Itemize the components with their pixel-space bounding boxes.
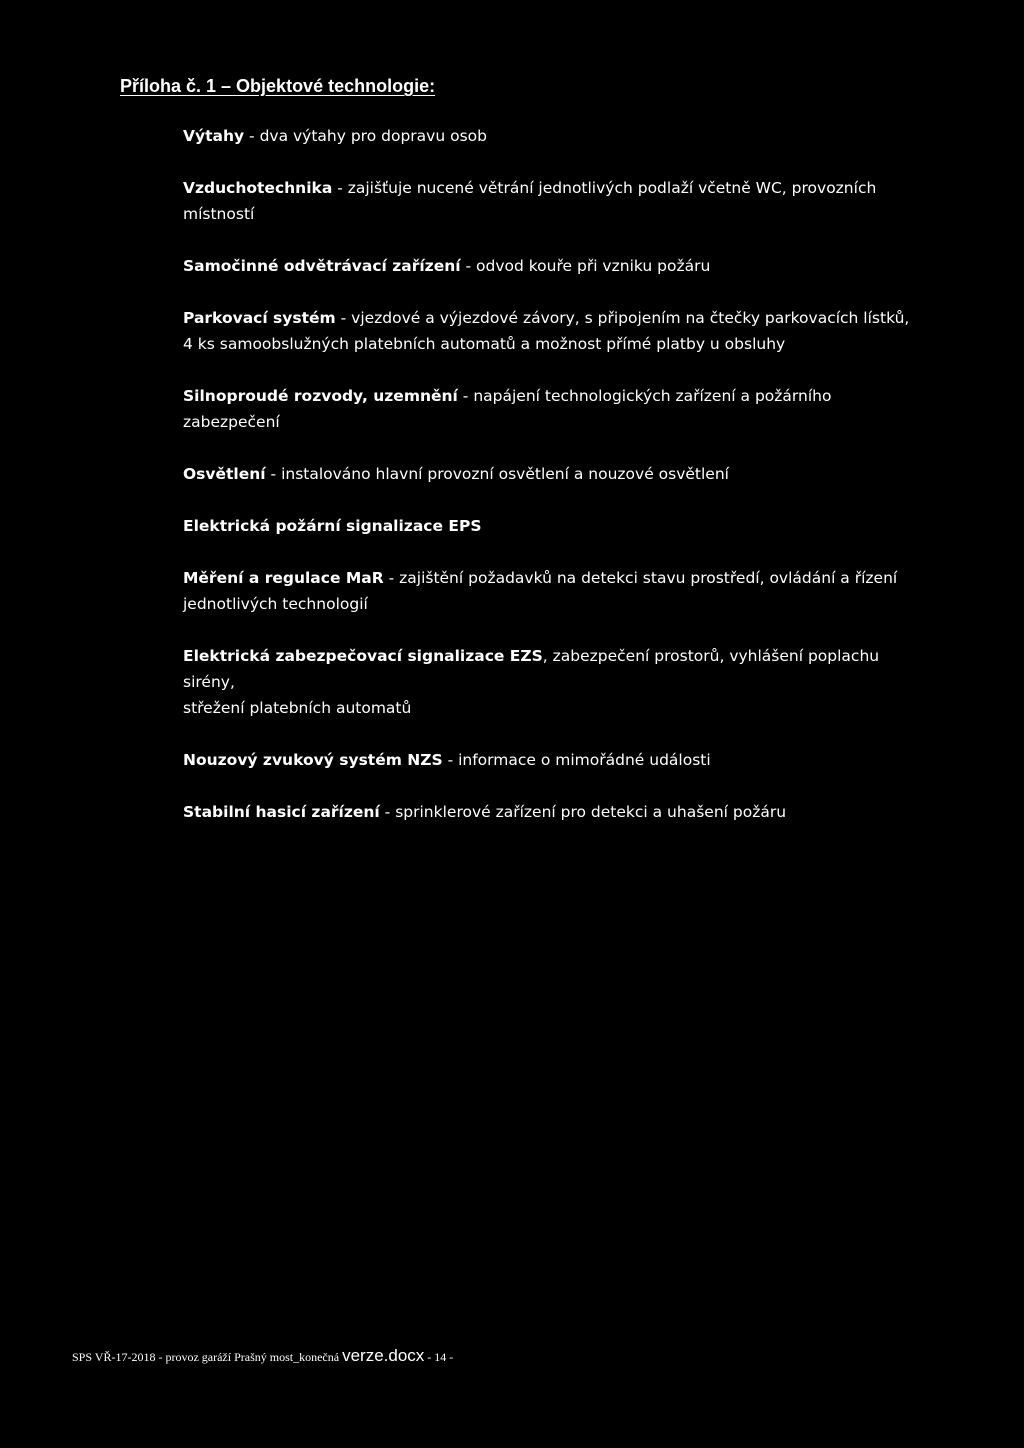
list-item — [183, 123, 913, 149]
item-separator: - — [379, 803, 396, 821]
list-item — [183, 175, 913, 227]
item-description: zajištění požadavků na detekci stavu prostředí, ovládání a řízení jednotlivých technologií — [183, 569, 898, 613]
item-separator: , — [542, 647, 553, 665]
item-separator: - — [335, 309, 352, 327]
item-description: napájení technologických zařízení a požárního zabezpečení — [183, 387, 832, 431]
item-description: instalováno hlavní provozní osvětlení a nouzové osvětlení — [281, 465, 729, 483]
item-description: vjezdové a výjezdové závory, s připojením na čtečky parkovacích lístků, 4 ks samoobslužných platebních automatů a možnost přímé platby u obsluhy — [183, 309, 910, 353]
item-separator: - — [460, 257, 477, 275]
item-term: Parkovací systém — [183, 309, 336, 327]
list-item — [183, 305, 913, 357]
item-separator: - — [383, 569, 400, 587]
item-term: Samočinné odvětrávací zařízení — [183, 257, 461, 275]
list-item — [183, 513, 913, 539]
item-term: Elektrická zabezpečovací signalizace EZS — [183, 647, 543, 665]
item-separator: - — [265, 465, 282, 483]
item-description-continued: střežení platebních automatů — [183, 699, 412, 717]
list-item — [183, 461, 913, 487]
item-description: informace o mimořádné události — [458, 751, 711, 769]
item-separator: - — [244, 127, 260, 145]
technology-list — [183, 123, 913, 851]
footer-document-name: SPS VŘ-17-2018 - provoz garáží Prašný most_konečná — [72, 1350, 343, 1364]
footer-file-extension: verze.docx — [342, 1346, 425, 1365]
list-item — [183, 799, 913, 825]
list-item — [183, 565, 913, 617]
item-term: Vzduchotechnika — [183, 179, 333, 197]
item-separator: - — [332, 179, 348, 197]
item-description: sprinklerové zařízení pro detekci a uhašení požáru — [395, 803, 787, 821]
item-term: Osvětlení — [183, 465, 266, 483]
page-footer — [72, 1346, 453, 1366]
list-item — [183, 643, 913, 721]
list-item — [183, 383, 913, 435]
item-term: Stabilní hasicí zařízení — [183, 803, 380, 821]
item-description: zajišťuje nucené větrání jednotlivých podlaží včetně WC, provozních místností — [183, 179, 877, 223]
item-description: zabezpečení prostorů, vyhlášení poplachu sirény, — [183, 647, 880, 691]
list-item — [183, 253, 913, 279]
item-description: dva výtahy pro dopravu osob — [259, 127, 487, 145]
item-term: Elektrická požární signalizace EPS — [183, 517, 482, 535]
item-term: Nouzový zvukový systém NZS — [183, 751, 443, 769]
item-term: Výtahy — [183, 127, 245, 145]
item-term: Silnoproudé rozvody, uzemnění — [183, 387, 458, 405]
item-separator: - — [442, 751, 459, 769]
page-title: Příloha č. 1 – Objektové technologie: — [120, 76, 436, 96]
item-separator: - — [457, 387, 474, 405]
item-term: Měření a regulace MaR — [183, 569, 384, 587]
footer-page-number: - 14 - — [424, 1350, 454, 1364]
item-description: odvod kouře při vzniku požáru — [476, 257, 711, 275]
list-item — [183, 747, 913, 773]
